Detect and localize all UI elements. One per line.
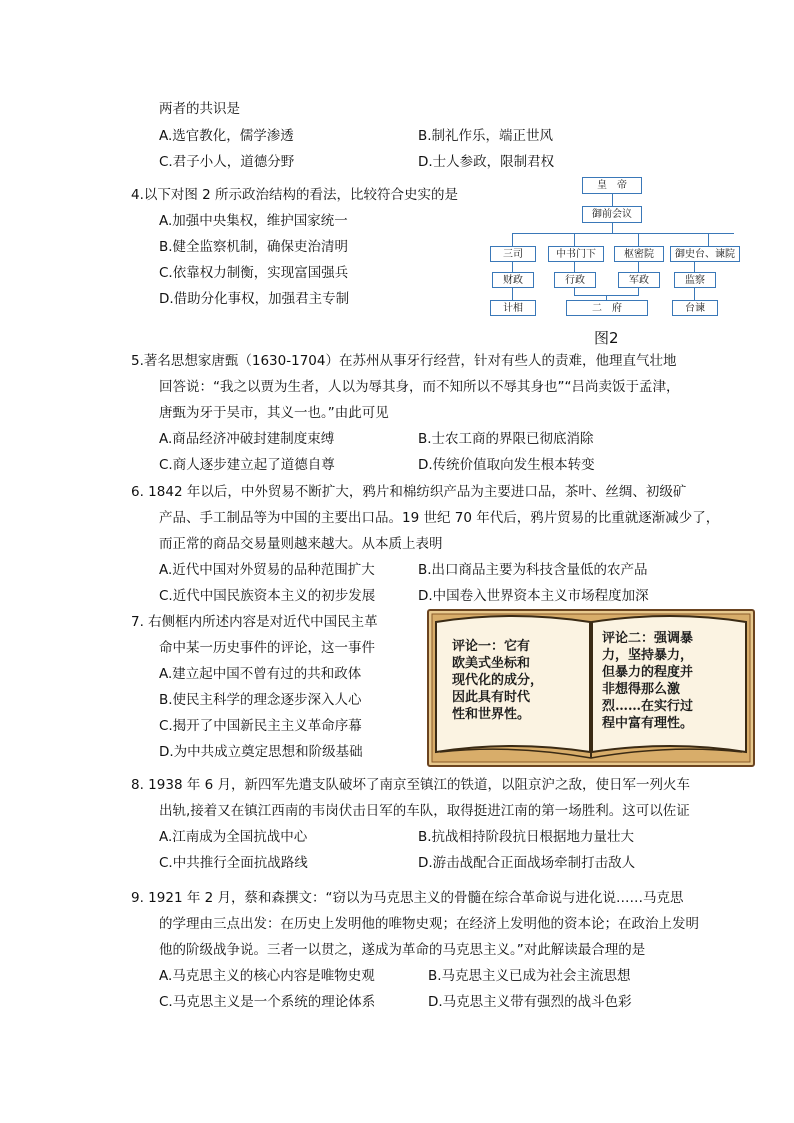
q7-option-a: A.建立起中国不曾有过的共和政体: [159, 666, 362, 682]
box-military: 军政: [618, 272, 660, 288]
q4-option-a: A.加强中央集权，维护国家统一: [159, 213, 348, 229]
q3-option-a: A.选官教化，儒学渗透: [159, 128, 294, 144]
q5-option-c: C.商人逐步建立起了道德自尊: [159, 457, 335, 473]
q3-option-b: B.制礼作乐，端正世风: [418, 128, 554, 144]
box-erfu: 二 府: [566, 300, 648, 316]
q6-stem-line-2: 产品、手工制品等为中国的主要出口品。19 世纪 70 年代后，鸦片贸易的比重就逐渐减少了，: [159, 510, 720, 526]
figure-2-caption: 图2: [594, 329, 619, 347]
box-finance: 财政: [492, 272, 534, 288]
q3-option-c: C.君子小人，道德分野: [159, 154, 295, 170]
q5-option-d: D.传统价值取向发生根本转变: [418, 457, 595, 473]
q6-option-b: B.出口商品主要为科技含量低的农产品: [418, 562, 648, 578]
box-jixiang: 计相: [490, 300, 536, 316]
q9-option-d: D.马克思主义带有强烈的战斗色彩: [428, 994, 632, 1010]
q6-option-c: C.近代中国民族资本主义的初步发展: [159, 588, 376, 604]
q8-option-c: C.中共推行全面抗战路线: [159, 855, 308, 871]
book-left-page-text: 评论一：它有 欧美式坐标和 现代化的成分， 因此具有时代 性和世界性。: [452, 639, 544, 722]
q7-option-c: C.揭开了中国新民主主义革命序幕: [159, 718, 362, 734]
box-emperor: 皇 帝: [582, 177, 642, 194]
q3-stem-tail: 两者的共识是: [159, 101, 240, 117]
q7-option-b: B.使民主科学的理念逐步深入人心: [159, 692, 362, 708]
box-taijian: 台谏: [672, 300, 718, 316]
q9-option-a: A.马克思主义的核心内容是唯物史观: [159, 968, 375, 984]
q4-option-c: C.依靠权力制衡，实现富国强兵: [159, 265, 349, 281]
q3-option-d: D.士人参政，限制君权: [418, 154, 555, 170]
political-structure-diagram: [478, 172, 748, 342]
box-yushitai-jianyuan: 御史台、谏院: [670, 246, 740, 262]
box-sansi: 三司: [490, 246, 536, 262]
q9-stem-line-2: 的学理由三点出发：在历史上发明他的唯物史观；在经济上发明他的资本论；在政治上发明: [159, 916, 699, 932]
q8-option-d: D.游击战配合正面战场牵制打击敌人: [418, 855, 636, 871]
box-zhongshu-menxia: 中书门下: [548, 246, 604, 262]
q9-stem-line-1: 9. 1921 年 2 月，蔡和森撰文：“窃以为马克思主义的骨髓在综合革命说与进化说……马克思: [131, 890, 684, 906]
q9-option-c: C.马克思主义是一个系统的理论体系: [159, 994, 376, 1010]
q8-stem-line-1: 8. 1938 年 6 月，新四军先遣支队破坏了南京至镇江的铁道，以阻京沪之敌，使日军一列火车: [131, 777, 690, 793]
q5-option-a: A.商品经济冲破封建制度束缚: [159, 431, 335, 447]
q9-option-b: B.马克思主义已成为社会主流思想: [428, 968, 631, 984]
q6-option-d: D.中国卷入世界资本主义市场程度加深: [418, 588, 649, 604]
q5-stem-line-2: 回答说：“我之以贾为生者，人以为辱其身，而不知所以不辱其身也”“吕尚卖饭于孟津，: [159, 379, 680, 395]
q4-option-b: B.健全监察机制，确保吏治清明: [159, 239, 349, 255]
q7-stem-line-1: 7. 右侧框内所述内容是对近代中国民主革: [131, 614, 378, 630]
q5-stem-line-1: 5.著名思想家唐甄（1630-1704）在苏州从事牙行经营，针对有些人的责难，他理直气壮地: [131, 353, 677, 369]
q8-option-b: B.抗战相持阶段抗日根据地力量壮大: [418, 829, 635, 845]
q4-option-d: D.借助分化事权，加强君主专制: [159, 291, 350, 307]
box-shumiyuan: 枢密院: [614, 246, 664, 262]
box-administration: 行政: [554, 272, 596, 288]
q6-stem-line-3: 而正常的商品交易量则越来越大。从本质上表明: [159, 536, 443, 552]
q7-option-d: D.为中共成立奠定思想和阶级基础: [159, 744, 363, 760]
q7-stem-line-2: 命中某一历史事件的评论，这一事件: [159, 640, 375, 656]
q6-stem-line-1: 6. 1842 年以后，中外贸易不断扩大，鸦片和棉纺织产品为主要进口品，茶叶、丝绸、初级矿: [131, 484, 687, 500]
q8-stem-line-2: 出轨,接着又在镇江西南的韦岗伏击日军的车队，取得挺进江南的第一场胜利。这可以佐证: [159, 803, 690, 819]
open-book-illustration: [426, 608, 756, 768]
book-right-page-text: 评论二：强调暴 力，坚持暴力， 但暴力的程度并 非想得那么激 烈……在实行过 程中富有理性。: [602, 631, 694, 731]
q5-stem-line-3: 唐甄为牙于吴市，其义一也。”由此可见: [159, 405, 389, 421]
q4-stem: 4.以下对图 2 所示政治结构的看法，比较符合史实的是: [131, 187, 459, 203]
box-supervision: 监察: [674, 272, 716, 288]
q5-option-b: B.士农工商的界限已彻底消除: [418, 431, 594, 447]
q8-option-a: A.江南成为全国抗战中心: [159, 829, 308, 845]
q6-option-a: A.近代中国对外贸易的品种范围扩大: [159, 562, 375, 578]
box-imperial-council: 御前会议: [582, 206, 642, 223]
q9-stem-line-3: 他的阶级战争说。三者一以贯之，遂成为革命的马克思主义。”对此解读最合理的是: [159, 942, 646, 958]
